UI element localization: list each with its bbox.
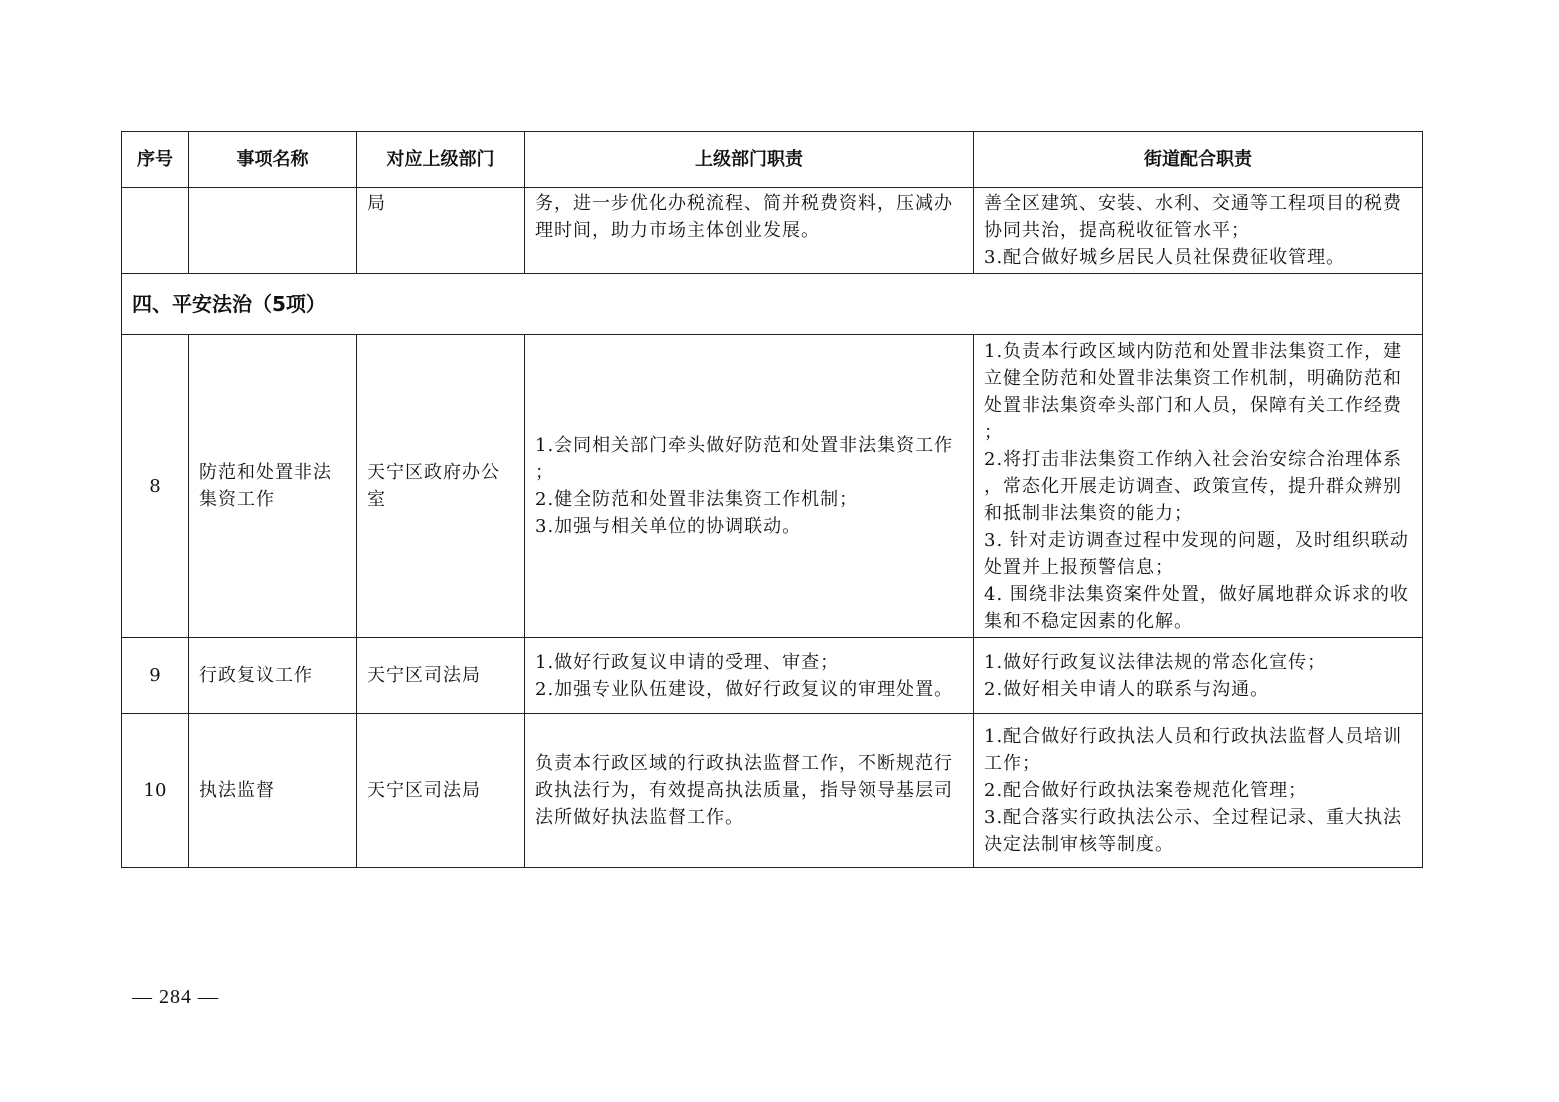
- row-superior-duty-cell: 1.会同相关部门牵头做好防范和处置非法集资工作 ； 2.健全防范和处置非法集资工作机制； 3.加强与相关单位的协调联动。: [525, 335, 974, 638]
- row-dept-cell: 天宁区司法局: [357, 714, 525, 868]
- row-name-cell: 执法监督: [189, 714, 357, 868]
- header-number: 序号: [122, 132, 189, 188]
- header-street-duty: 街道配合职责: [974, 132, 1423, 188]
- row-street-duty-cell: 1.配合做好行政执法人员和行政执法监督人员培训 工作； 2.配合做好行政执法案卷规范化管理； 3.配合落实行政执法公示、全过程记录、重大执法 决定法制审核等制度。: [974, 714, 1423, 868]
- table-row: [122, 335, 1423, 638]
- section-title: 四、平安法治（5项）: [122, 274, 1423, 335]
- header-item-name: 事项名称: [189, 132, 357, 188]
- table-header-row: [122, 132, 1423, 188]
- row-number-cell: 8: [122, 335, 189, 638]
- duty-table: [121, 131, 1423, 868]
- row-superior-duty-cell: 务，进一步优化办税流程、简并税费资料，压减办 理时间，助力市场主体创业发展。: [525, 188, 974, 274]
- row-superior-duty-cell: 负责本行政区域的行政执法监督工作，不断规范行 政执法行为，有效提高执法质量，指导领导基层司 法所做好执法监督工作。: [525, 714, 974, 868]
- row-number-cell: 10: [122, 714, 189, 868]
- row-street-duty-cell: 善全区建筑、安装、水利、交通等工程项目的税费 协同共治，提高税收征管水平； 3.配合做好城乡居民人员社保费征收管理。: [974, 188, 1423, 274]
- row-superior-duty-cell: 1.做好行政复议申请的受理、审查； 2.加强专业队伍建设，做好行政复议的审理处置。: [525, 638, 974, 714]
- header-superior-dept: 对应上级部门: [357, 132, 525, 188]
- row-number-cell: [122, 188, 189, 274]
- table-row: [122, 188, 1423, 274]
- row-name-cell: [189, 188, 357, 274]
- row-dept-cell: 天宁区司法局: [357, 638, 525, 714]
- row-name-cell: 防范和处置非法 集资工作: [189, 335, 357, 638]
- row-dept-cell: 天宁区政府办公 室: [357, 335, 525, 638]
- page-number: — 284 —: [132, 986, 219, 1008]
- row-street-duty-cell: 1.做好行政复议法律法规的常态化宣传； 2.做好相关申请人的联系与沟通。: [974, 638, 1423, 714]
- row-street-duty-cell: 1.负责本行政区域内防范和处置非法集资工作，建 立健全防范和处置非法集资工作机制，明确防范和 处置非法集资牵头部门和人员，保障有关工作经费 ； 2.将打击非法集资工作纳入社会治安综合治理体系 ，常态化开展走访调查、政策宣传，提升群众辨别 和抵制非法集资的能力； 3. 针对走访调查过程中发现的问题，及时组织联动 处置并上报预警信息； 4. 围绕非法集资案件处置，做好属地群众诉求的收 集和不稳定因素的化解。: [974, 335, 1423, 638]
- row-dept-cell: 局: [357, 188, 525, 274]
- table-row: [122, 638, 1423, 714]
- header-superior-duty: 上级部门职责: [525, 132, 974, 188]
- row-number-cell: 9: [122, 638, 189, 714]
- table-row: [122, 714, 1423, 868]
- section-heading-row: [122, 274, 1423, 335]
- row-name-cell: 行政复议工作: [189, 638, 357, 714]
